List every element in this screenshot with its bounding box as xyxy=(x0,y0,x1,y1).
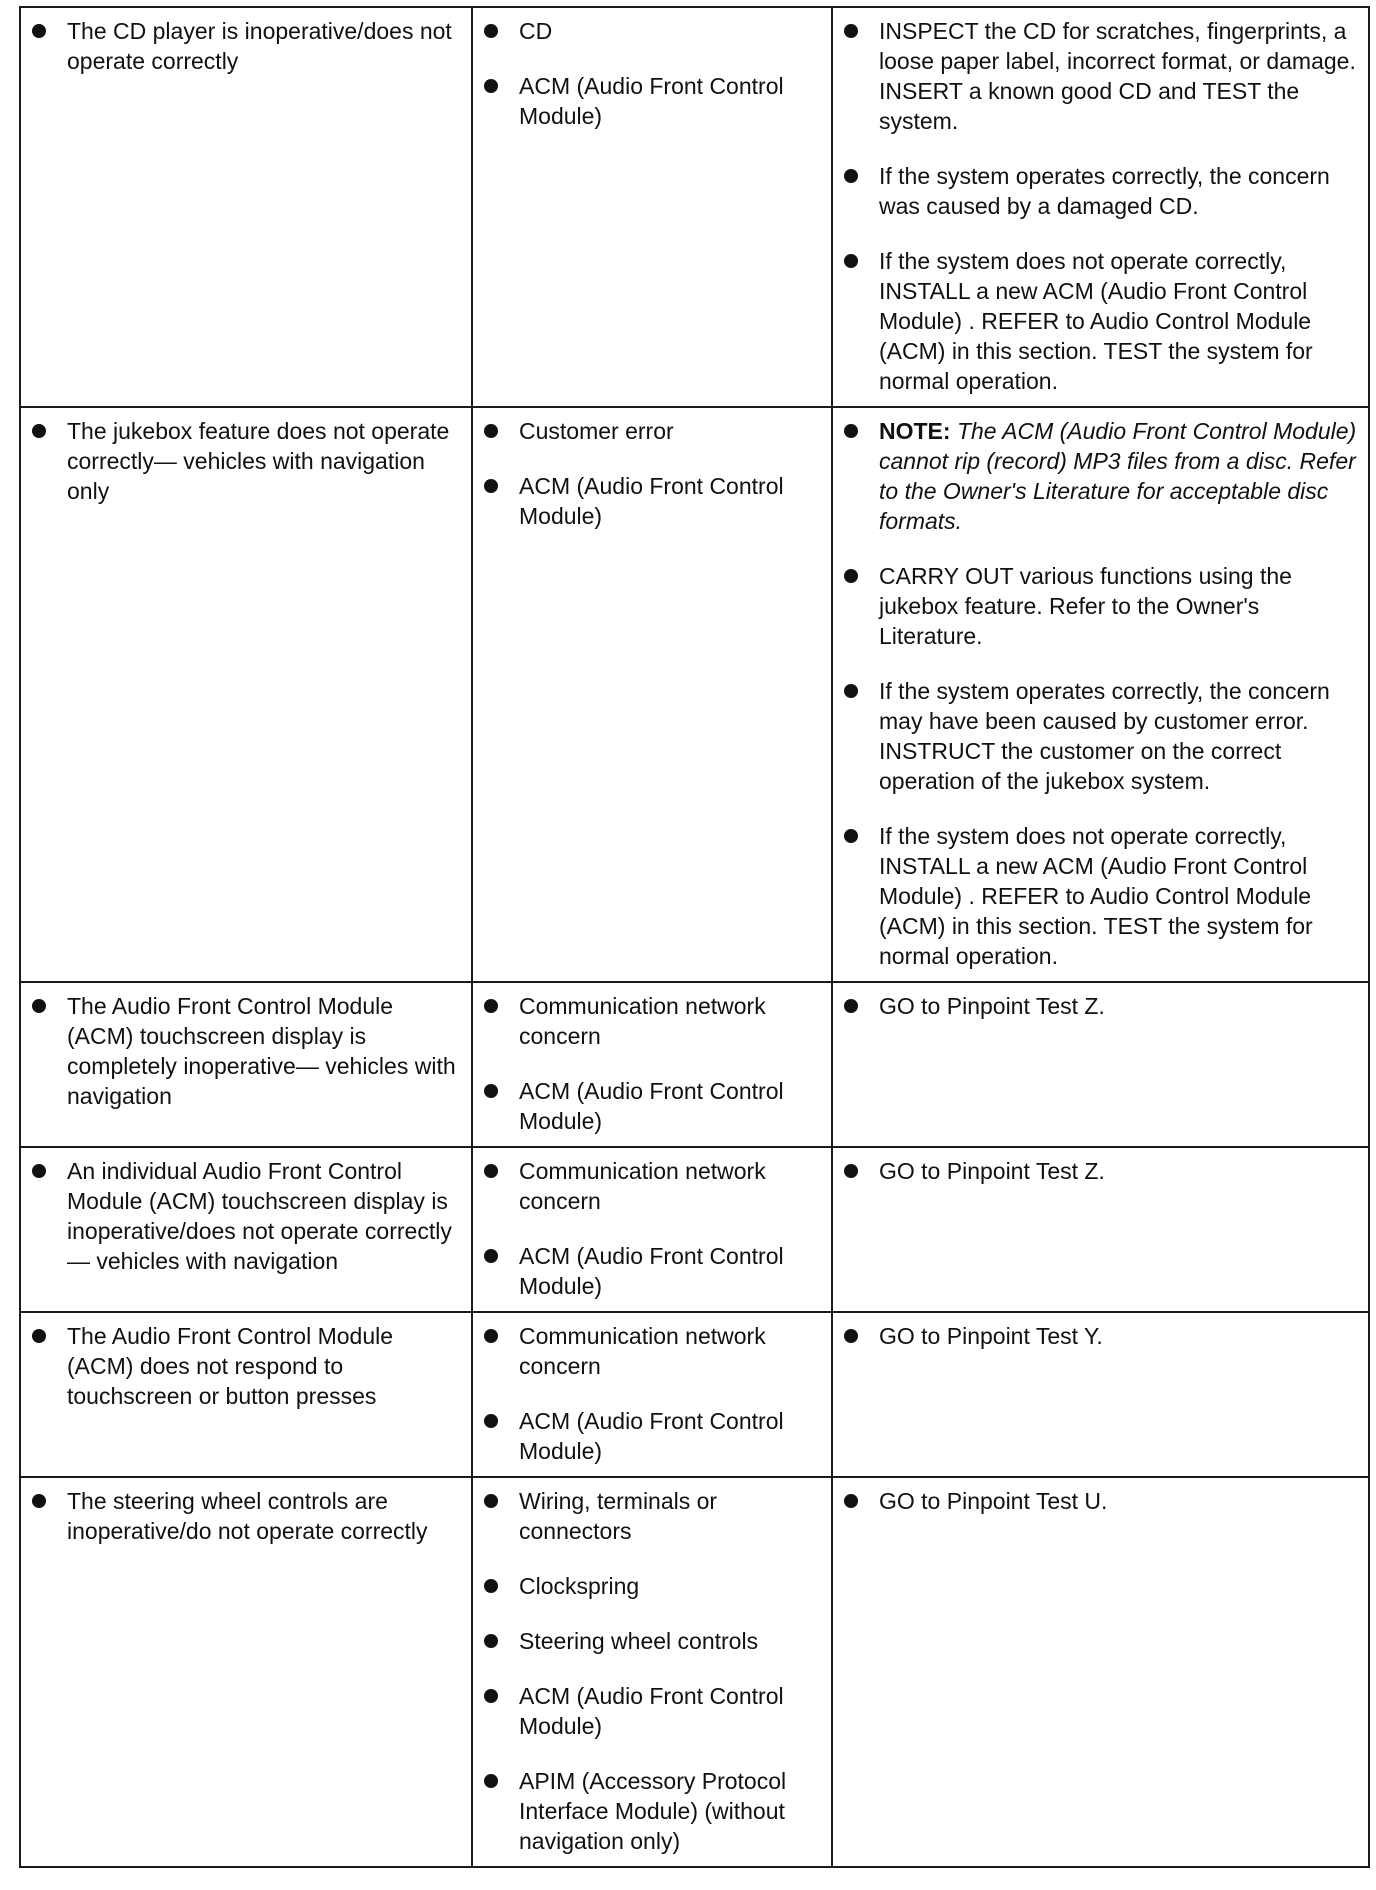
cause-text: ACM (Audio Front Control Module) xyxy=(519,473,784,529)
action-cell xyxy=(832,1477,1369,1867)
symptom-text: The steering wheel controls are inoperative/do not operate correctly xyxy=(67,1488,428,1544)
list-item xyxy=(841,16,1362,136)
symptom-text: The CD player is inoperative/does not operate correctly xyxy=(67,18,452,74)
cause-text: ACM (Audio Front Control Module) xyxy=(519,73,784,129)
symptom-chart-table xyxy=(19,6,1370,1868)
cause-cell xyxy=(472,7,832,407)
bullet-icon xyxy=(484,1774,498,1788)
table-row xyxy=(20,982,1369,1147)
note-label: NOTE: xyxy=(879,418,951,444)
bullet-icon xyxy=(32,24,46,38)
cause-cell xyxy=(472,982,832,1147)
bullet-icon xyxy=(844,24,858,38)
cause-text: ACM (Audio Front Control Module) xyxy=(519,1408,784,1464)
list-item xyxy=(481,1076,825,1136)
action-text: INSPECT the CD for scratches, fingerprints, a loose paper label, incorrect format, or damage. INSERT a known good CD and TEST the system. xyxy=(879,18,1356,134)
bullet-icon xyxy=(484,1634,498,1648)
list-item xyxy=(481,1626,825,1656)
bullet-icon xyxy=(844,424,858,438)
list-item xyxy=(29,416,465,506)
table-row xyxy=(20,1147,1369,1312)
action-text: CARRY OUT various functions using the jukebox feature. Refer to the Owner's Literature. xyxy=(879,563,1292,649)
table-row xyxy=(20,1477,1369,1867)
cause-text: Wiring, terminals or connectors xyxy=(519,1488,718,1544)
bullet-icon xyxy=(484,1084,498,1098)
list-item xyxy=(841,416,1362,536)
list-item xyxy=(841,676,1362,796)
bullet-icon xyxy=(484,479,498,493)
bullet-icon xyxy=(844,1164,858,1178)
list-item xyxy=(29,16,465,76)
bullet-icon xyxy=(484,424,498,438)
bullet-icon xyxy=(844,1494,858,1508)
bullet-icon xyxy=(32,1164,46,1178)
list-item xyxy=(841,1156,1362,1186)
bullet-icon xyxy=(484,999,498,1013)
list-item xyxy=(29,1321,465,1411)
action-text: GO to Pinpoint Test Z. xyxy=(879,993,1105,1019)
bullet-icon xyxy=(484,1329,498,1343)
bullet-icon xyxy=(484,1414,498,1428)
list-item xyxy=(29,991,465,1111)
cause-cell xyxy=(472,407,832,982)
cause-text: APIM (Accessory Protocol Interface Module) (without navigation only) xyxy=(519,1768,787,1854)
bullet-icon xyxy=(484,79,498,93)
list-item xyxy=(841,1486,1362,1516)
bullet-icon xyxy=(32,999,46,1013)
bullet-icon xyxy=(844,169,858,183)
list-item xyxy=(29,1486,465,1546)
cause-text: Communication network concern xyxy=(519,1323,766,1379)
bullet-icon xyxy=(844,999,858,1013)
list-item xyxy=(481,471,825,531)
list-item xyxy=(481,1486,825,1546)
action-text: If the system operates correctly, the concern was caused by a damaged CD. xyxy=(879,163,1330,219)
list-item xyxy=(481,1241,825,1301)
table-row xyxy=(20,1312,1369,1477)
list-item xyxy=(481,1571,825,1601)
bullet-icon xyxy=(484,1579,498,1593)
symptom-cell xyxy=(20,1477,472,1867)
cause-text: Communication network concern xyxy=(519,1158,766,1214)
list-item xyxy=(481,991,825,1051)
list-item xyxy=(841,991,1362,1021)
action-text: GO to Pinpoint Test U. xyxy=(879,1488,1108,1514)
symptom-cell xyxy=(20,7,472,407)
action-text: If the system does not operate correctly, INSTALL a new ACM (Audio Front Control Module) . REFER to Audio Control Module (ACM) in this section. TEST the system for normal operation. xyxy=(879,823,1313,969)
list-item xyxy=(481,1406,825,1466)
list-item xyxy=(481,1681,825,1741)
bullet-icon xyxy=(484,1689,498,1703)
list-item xyxy=(841,161,1362,221)
bullet-icon xyxy=(844,684,858,698)
list-item xyxy=(841,1321,1362,1351)
symptom-text: The Audio Front Control Module (ACM) does not respond to touchscreen or button presses xyxy=(67,1323,394,1409)
bullet-icon xyxy=(844,829,858,843)
symptom-text: An individual Audio Front Control Module (ACM) touchscreen display is inoperative/does not operate correctly— vehicles with navigation xyxy=(67,1158,452,1274)
list-item xyxy=(481,71,825,131)
bullet-icon xyxy=(844,254,858,268)
cause-text: Steering wheel controls xyxy=(519,1628,759,1654)
bullet-icon xyxy=(32,1329,46,1343)
action-cell xyxy=(832,1312,1369,1477)
action-text: GO to Pinpoint Test Z. xyxy=(879,1158,1105,1184)
list-item xyxy=(481,16,825,46)
cause-text: ACM (Audio Front Control Module) xyxy=(519,1243,784,1299)
action-text: If the system does not operate correctly, INSTALL a new ACM (Audio Front Control Module) . REFER to Audio Control Module (ACM) in this section. TEST the system for normal operation. xyxy=(879,248,1313,394)
bullet-icon xyxy=(484,1249,498,1263)
symptom-text: The Audio Front Control Module (ACM) touchscreen display is completely inoperative— vehicles with navigation xyxy=(67,993,456,1109)
bullet-icon xyxy=(844,569,858,583)
list-item xyxy=(841,821,1362,971)
action-text: GO to Pinpoint Test Y. xyxy=(879,1323,1103,1349)
bullet-icon xyxy=(484,1164,498,1178)
note-text: The ACM (Audio Front Control Module) cannot rip (record) MP3 files from a disc. Refer to the Owner's Literature for acceptable disc formats. xyxy=(879,418,1357,534)
table-row xyxy=(20,7,1369,407)
symptom-cell xyxy=(20,982,472,1147)
cause-cell xyxy=(472,1147,832,1312)
bullet-icon xyxy=(32,1494,46,1508)
action-cell xyxy=(832,982,1369,1147)
list-item xyxy=(481,416,825,446)
bullet-icon xyxy=(484,24,498,38)
list-item xyxy=(481,1156,825,1216)
cause-text: ACM (Audio Front Control Module) xyxy=(519,1683,784,1739)
cause-cell xyxy=(472,1312,832,1477)
list-item xyxy=(841,561,1362,651)
bullet-icon xyxy=(844,1329,858,1343)
symptom-text: The jukebox feature does not operate correctly— vehicles with navigation only xyxy=(67,418,450,504)
symptom-cell xyxy=(20,407,472,982)
cause-text: ACM (Audio Front Control Module) xyxy=(519,1078,784,1134)
list-item xyxy=(481,1766,825,1856)
cause-text: Clockspring xyxy=(519,1573,640,1599)
list-item xyxy=(29,1156,465,1276)
symptom-cell xyxy=(20,1312,472,1477)
bullet-icon xyxy=(484,1494,498,1508)
cause-cell xyxy=(472,1477,832,1867)
action-cell xyxy=(832,407,1369,982)
cause-text: Communication network concern xyxy=(519,993,766,1049)
symptom-cell xyxy=(20,1147,472,1312)
cause-text: Customer error xyxy=(519,418,674,444)
table-row xyxy=(20,407,1369,982)
action-cell xyxy=(832,1147,1369,1312)
cause-text: CD xyxy=(519,18,553,44)
action-cell xyxy=(832,7,1369,407)
list-item xyxy=(841,246,1362,396)
bullet-icon xyxy=(32,424,46,438)
action-text: If the system operates correctly, the concern may have been caused by customer error. INSTRUCT the customer on the correct operation of the jukebox system. xyxy=(879,678,1330,794)
list-item xyxy=(481,1321,825,1381)
